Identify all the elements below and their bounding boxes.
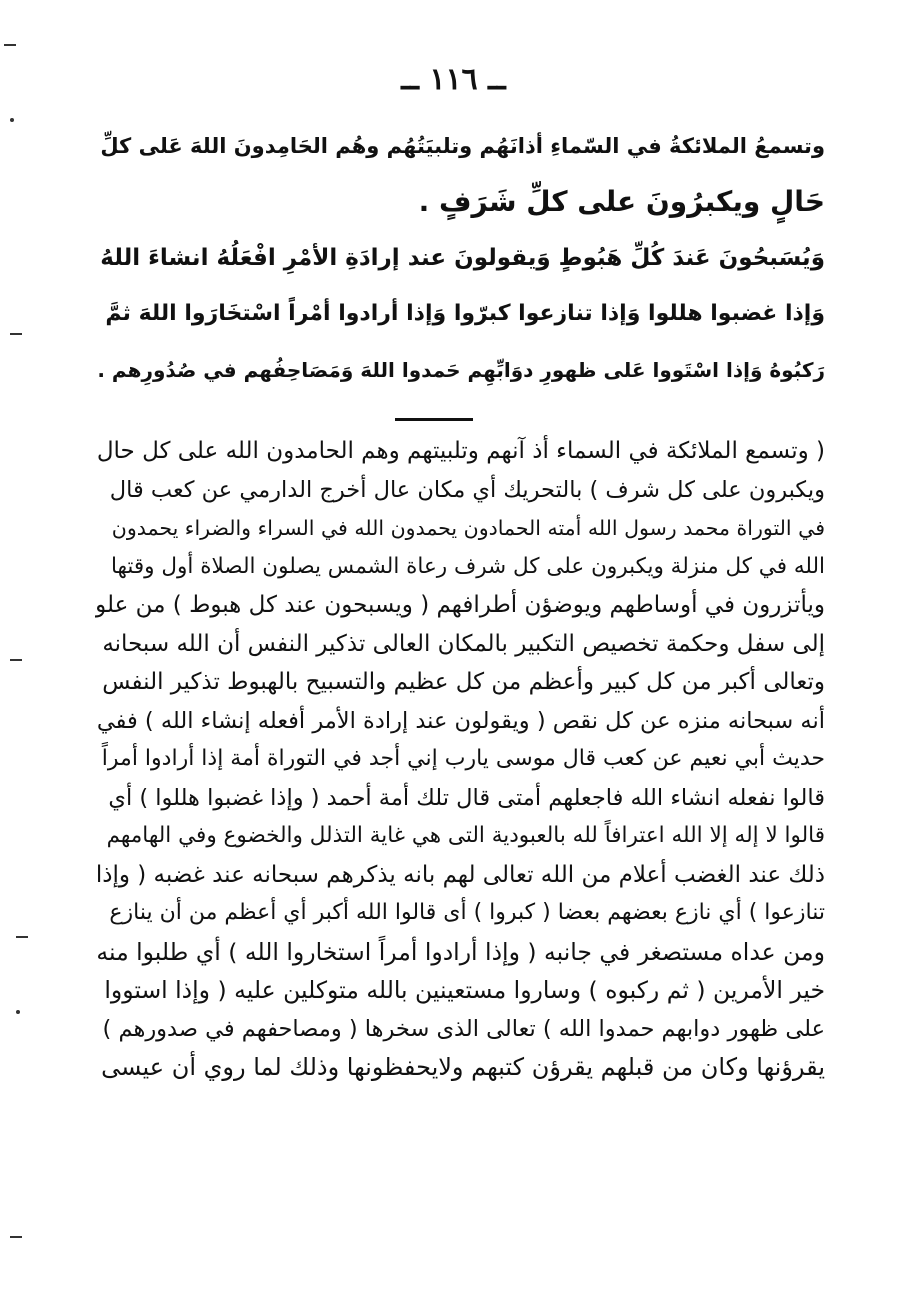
commentary-line: وتعالى أكبر من كل كبير وأعظم من كل عظيم والتسبيح بالهبوط تذكير النفس [102,669,825,695]
commentary-line: قالوا لا إله إلا الله اعترافاً لله بالعبودية التى هي غاية التذلل والخضوع وفي الهامهم [106,823,825,848]
commentary-text-block [95,432,825,1087]
commentary-line: الله في كل منزلة ويكبرون على كل شرف رعاة الشمس يصلون الصلاة أول وقتها [110,553,825,579]
margin-tick [10,659,22,661]
commentary-line: ذلك عند الغضب أعلام من الله تعالى لهم بانه يذكرهم سبحانه عند غضبه ( وإذا [95,861,825,888]
commentary-line: في التوراة محمد رسول الله أمته الحمادون يحمدون الله في السراء والضراء يحمدون [111,516,825,540]
commentary-line: قالوا نفعله انشاء الله فاجعلهم أمتى قال تلك أمة أحمد ( وإذا غضبوا هللوا ) أي [108,784,825,811]
verse-text-block [95,118,825,398]
commentary-line: أنه سبحانه منزه عن كل نقص ( ويقولون عند إرادة الأمر أفعله إنشاء الله ) ففي [96,707,825,734]
commentary-line: ومن عداه مستصغر في جانبه ( وإذا أرادوا أمراً استخاروا الله ) أي طلبوا منه [96,937,825,966]
margin-tick [16,936,28,938]
commentary-line: يقرؤنها وكان من قبلهم يقرؤن كتبهم ولايحفظونها وذلك لما روي أن عيسى [101,1053,825,1081]
commentary-line: إلى سفل وحكمة تخصيص التكبير بالمكان العالى تذكير النفس أن الله سبحانه [102,630,825,657]
verse-line: وَيُسَبحُونَ عَندَ كُلِّ هَبُوطٍ وَيقولونَ عند إرادَةِ الأمْرِ افْعَلُهُ انشاءَ اللهُ [100,245,825,271]
margin-dot [16,1010,20,1014]
commentary-line: خير الأمرين ( ثم ركبوه ) وساروا مستعينين بالله متوكلين عليه ( وإذا استووا [104,976,825,1004]
commentary-line: على ظهور دوابهم حمدوا الله ) تعالى الذى سخرها ( ومصاحفهم في صدورهم ) [102,1015,825,1042]
verse-line: حَالٍ ويكبرُونَ على كلِّ شَرَفٍ . [418,185,825,218]
verse-line: وتسمعُ الملائكةُ في السّماءِ أذانَهُم وتلبيَتُهُم وهُم الحَامِدونَ اللهَ عَلى كلِّ [100,134,825,158]
margin-tick [10,333,22,335]
commentary-line: ويكبرون على كل شرف ) بالتحريك أي مكان عال أخرج الدارمي عن كعب قال [109,476,825,503]
margin-tick [10,1236,22,1238]
commentary-line: ( وتسمع الملائكة في السماء أذ آنهم وتلبيتهم وهم الحامدون الله على كل حال [96,438,825,464]
commentary-line: ويأتزرون في أوساطهم ويوضؤن أطرافهم ( ويسبحون عند كل هبوط ) من علو [95,592,825,618]
verse-line: وَإذا غضبوا هللوا وَإذا تنازعوا كبرّوا وَإذا أرادوا أمْراً اسْتخَارَوا اللهَ ثمَّ [105,301,825,326]
margin-dot [10,118,14,122]
verse-line: رَكبُوهُ وَإذا اسْتَووا عَلى ظهورِ دوَابِّهِم حَمدوا اللهَ وَمَصَاحِفُهم في صُدُورِهم . [97,358,825,382]
verse-underline [395,418,473,421]
page-number: ــ ١١٦ ــ [401,62,506,97]
margin-tick [4,44,16,46]
commentary-line: تنازعوا ) أي نازع بعضهم بعضا ( كبروا ) أى قالوا الله أكبر أي أعظم من أن ينازع [109,900,825,925]
commentary-line: حديث أبي نعيم عن كعب قال موسى يارب إني أجد في التوراة أمة إذا أرادوا أمراً [101,746,825,771]
